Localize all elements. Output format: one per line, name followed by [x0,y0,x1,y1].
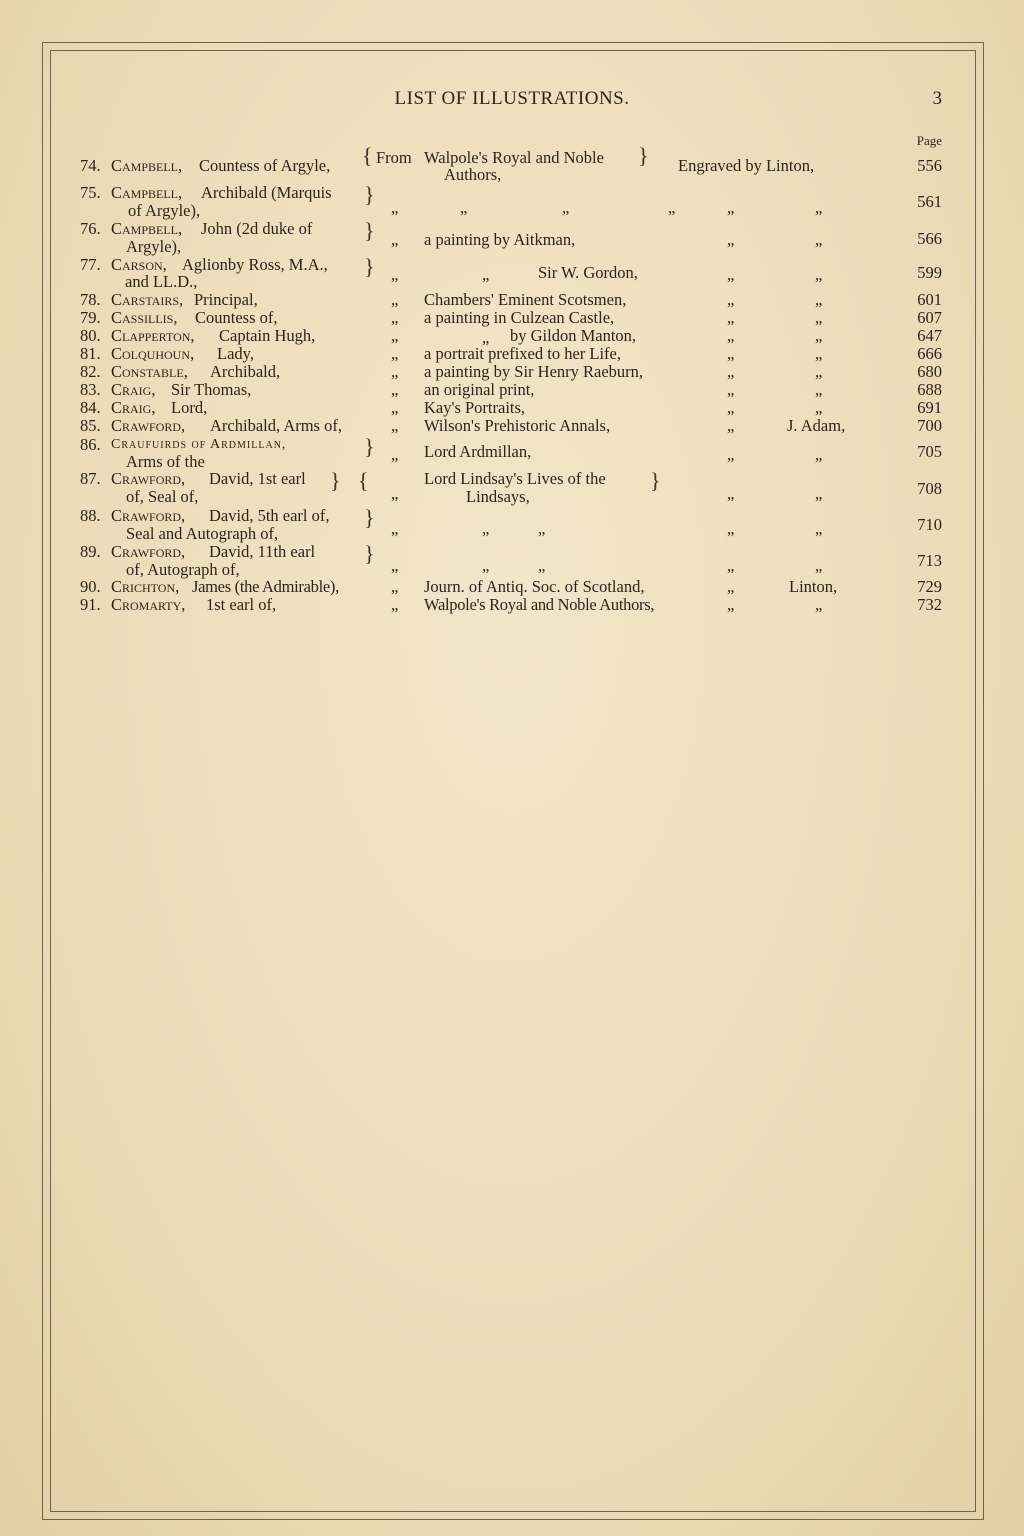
entry-source-cont: Authors, [444,165,502,184]
entry-number: 75. [80,183,101,202]
entry-desc: 1st earl of, [206,595,277,614]
entry-name: Craig, [111,398,156,417]
entry-desc-cont: Argyle), [126,237,182,256]
entry-number: 78. [80,290,101,309]
ditto: „ [391,577,399,596]
ditto: „ [727,595,735,614]
entry-desc: Archibald, Arms of, [210,416,342,435]
entry-name: Craig, [111,380,156,399]
ditto: „ [727,290,735,309]
ditto: „ [391,398,399,417]
ditto: „ [391,416,399,435]
entry-source: Wilson's Prehistoric Annals, [424,416,611,435]
ditto: „ [562,198,570,217]
ditto: „ [815,326,823,345]
page-number: 3 [932,88,942,109]
entry-page: 566 [917,229,942,248]
entry-page: 700 [917,416,942,435]
ditto: „ [391,519,399,538]
entry-number: 84. [80,398,101,417]
entry-name: Craufuirds of Ardmillan, [111,437,287,452]
entry-source: Walpole's Royal and Noble Authors, [424,595,655,614]
entry-page: 691 [917,398,942,417]
entry-page: 666 [917,344,942,363]
ditto: „ [391,556,399,575]
ditto: „ [727,265,735,284]
entry-desc: John (2d duke of [201,219,313,238]
entry-page: 601 [917,290,942,309]
entry-name: Campbell, [111,183,183,202]
ditto: „ [815,265,823,284]
ditto: „ [727,326,735,345]
entry-desc: Sir Thomas, [171,380,252,399]
entry-page: 710 [917,515,942,534]
ditto: „ [815,198,823,217]
entry-name: Cromarty, [111,595,186,614]
entry-desc-cont: of Argyle), [128,201,201,220]
entry-name: Cassillis, [111,308,178,327]
ditto: „ [815,445,823,464]
entry-engraver: Engraved by Linton, [678,156,815,175]
entry-desc: James (the Admirable), [192,577,339,596]
entry-desc-cont: of, Seal of, [126,487,199,506]
entry-source: Journ. of Antiq. Soc. of Scotland, [424,577,645,596]
entry-source: Kay's Portraits, [424,398,526,417]
ditto: „ [538,556,546,575]
ditto: „ [668,198,676,217]
ditto: „ [815,380,823,399]
ditto: „ [460,198,468,217]
ditto: „ [727,398,735,417]
entry-name: Crawford, [111,469,186,488]
entry-number: 79. [80,308,101,327]
entry-desc: Lord, [171,398,208,417]
ditto: „ [815,519,823,538]
ditto: „ [815,230,823,249]
entry-page: 607 [917,308,942,327]
ditto: „ [391,344,399,363]
entry-number: 76. [80,219,101,238]
page-title: LIST OF ILLUSTRATIONS. [394,88,630,109]
ditto: „ [727,556,735,575]
brace-glyph: } [364,541,375,566]
entry-name: Campbell, [111,219,183,238]
entry-page: 729 [917,577,942,596]
entry-source: a portrait prefixed to her Life, [424,344,621,363]
entry-page: 688 [917,380,942,399]
ditto: „ [727,445,735,464]
entry-page: 713 [917,551,942,570]
ditto: „ [815,595,823,614]
entry-number: 88. [80,506,101,525]
entry-name: Colquhoun, [111,344,195,363]
ditto: „ [482,265,490,284]
entry-page: 599 [917,263,942,282]
entry-desc: Captain Hugh, [219,326,316,345]
entry-number: 86. [80,435,101,454]
entry-desc: Archibald, [210,362,281,381]
ditto: „ [538,519,546,538]
entry-engraver: J. Adam, [787,416,846,435]
entry-number: 80. [80,326,101,345]
ditto: „ [727,380,735,399]
ditto: „ [815,290,823,309]
brace-glyph: } [364,434,375,459]
entry-number: 89. [80,542,101,561]
entry-source: a painting in Culzean Castle, [424,308,615,327]
entry-number: 91. [80,595,101,614]
entry-source: an original print, [424,380,535,399]
ditto: „ [815,556,823,575]
entry-page: 647 [917,326,942,345]
ditto: „ [391,230,399,249]
entry-from: From [376,148,412,167]
ditto: „ [727,308,735,327]
ditto: „ [482,556,490,575]
entry-source: Walpole's Royal and Noble [424,148,604,167]
brace-glyph: } [364,505,375,530]
entry-number: 90. [80,577,101,596]
ditto: „ [727,519,735,538]
entry-desc: David, 5th earl of, [209,506,330,525]
brace-glyph: { [358,468,369,493]
entry-name: Crichton, [111,577,180,596]
entry-desc: Lady, [217,344,254,363]
brace-glyph: { [362,143,373,168]
entry-name: Clapperton, [111,326,195,345]
page-column-label: Page [916,133,942,148]
entry-desc: Countess of, [195,308,278,327]
ditto: „ [391,380,399,399]
ditto: „ [391,484,399,503]
ditto: „ [391,265,399,284]
entry-source: a painting by Sir Henry Raeburn, [424,362,644,381]
entry-name: Crawford, [111,416,186,435]
ditto: „ [727,230,735,249]
entry-page: 556 [917,156,942,175]
brace-glyph: } [364,182,375,207]
entry-engraver: Linton, [789,577,838,596]
entry-number: 81. [80,344,101,363]
entry-number: 82. [80,362,101,381]
ditto: „ [815,484,823,503]
entry-source: Chambers' Eminent Scotsmen, [424,290,627,309]
entry-source: Sir W. Gordon, [538,263,638,282]
ditto: „ [727,577,735,596]
entry-page: 561 [917,192,942,211]
brace-glyph: } [638,143,649,168]
ditto: „ [391,445,399,464]
entry-desc: Aglionby Ross, M.A., [182,255,328,274]
ditto: „ [391,308,399,327]
entry-number: 77. [80,255,101,274]
entry-page: 732 [917,595,942,614]
entry-desc: Countess of Argyle, [199,156,331,175]
entry-desc-cont: Arms of the [126,452,205,471]
ditto: „ [391,595,399,614]
entry-name: Crawford, [111,506,186,525]
ditto: „ [391,290,399,309]
ditto: „ [815,398,823,417]
ditto: „ [727,198,735,217]
brace-glyph: } [330,468,341,493]
ditto: „ [815,362,823,381]
entry-name: Campbell, [111,156,183,175]
entry-number: 87. [80,469,101,488]
entry-source: Lord Lindsay's Lives of the [424,469,606,488]
entry-page: 708 [917,479,942,498]
ditto: „ [482,328,490,347]
ditto: „ [482,519,490,538]
entry-desc-cont: of, Autograph of, [126,560,240,579]
entry-desc-cont: Seal and Autograph of, [126,524,279,543]
entry-desc: David, 1st earl [209,469,306,488]
ditto: „ [815,308,823,327]
entry-desc: David, 11th earl [209,542,316,561]
ditto: „ [815,344,823,363]
entry-source-cont: Lindsays, [466,487,530,506]
entry-source: a painting by Aitkman, [424,230,576,249]
entry-desc-cont: and LL.D., [125,272,198,291]
brace-glyph: } [650,468,661,493]
entry-name: Carstairs, [111,290,184,309]
brace-glyph: } [364,254,375,279]
entry-page: 680 [917,362,942,381]
entry-number: 74. [80,156,101,175]
ditto: „ [727,344,735,363]
brace-glyph: } [364,218,375,243]
entry-page: 705 [917,442,942,461]
entry-name: Crawford, [111,542,186,561]
entry-source: Lord Ardmillan, [424,442,532,461]
ditto: „ [391,326,399,345]
ditto: „ [727,484,735,503]
ditto: „ [727,362,735,381]
entry-source: by Gildon Manton, [510,326,637,345]
entry-desc: Archibald (Marquis [201,183,332,202]
ditto: „ [391,362,399,381]
entry-name: Carson, [111,255,167,274]
entry-number: 83. [80,380,101,399]
entry-number: 85. [80,416,101,435]
ditto: „ [727,416,735,435]
entry-name: Constable, [111,362,188,381]
entry-desc: Principal, [194,290,258,309]
ditto: „ [391,198,399,217]
